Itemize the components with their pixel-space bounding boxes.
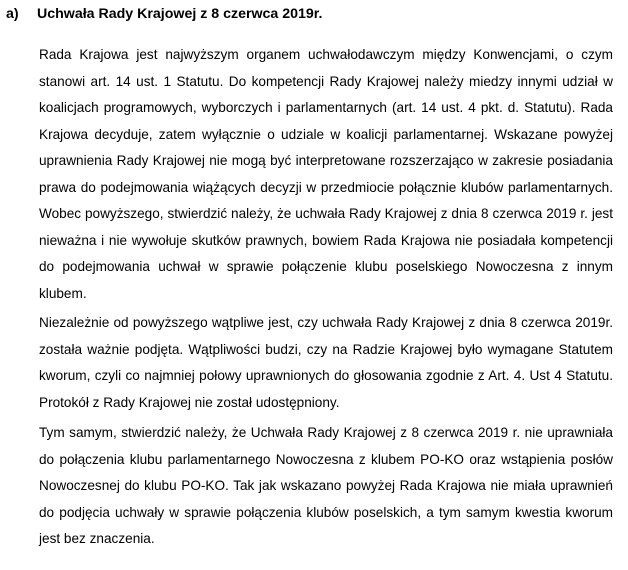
paragraph-conclusion: Tym samym, stwierdzić należy, że Uchwała Rady Krajowej z 8 czerwca 2019 r. nie uprawniała do połączenia klubu parlamentarnego Nowoczesna z klubem PO-KO oraz wstąpienia posłów Nowoczesnej do klubu PO-KO. Tak jak wskazano powyżej Rada Krajowa nie miała uprawnień do podjęcia uchwały w sprawie połączenia klubów poselskich, a tym samym kwestia kworum jest bez znaczenia. — [39, 425, 613, 546]
section-label: a) — [6, 6, 19, 22]
paragraph-quorum-doubt: Niezależnie od powyższego wątpliwe jest, czy uchwała Rady Krajowej z dnia 8 czerwca 2019r. została ważnie podjęta. Wątpliwości budzi, czy na Radzie Krajowej było wymagane Statutem kworum, czyli co najmniej połowy uprawnionych do głosowania zgodnie z Art. 4. Ust 4 Statutu. Protokół z Rady Krajowej nie został udostępniony. — [39, 315, 613, 410]
section-heading — [6, 5, 322, 23]
paragraph-rada-krajowa-competence: Rada Krajowa jest najwyższym organem uchwałodawczym między Konwencjami, o czym stanowi art. 14 ust. 1 Statutu. Do kompetencji Rady Krajowej należy miedzy innymi udział w koalicjach programowych, wyborczych i parlamentarnych (art. 14 ust. 4 pkt. d. Statutu). Rada Krajowa decyduje, zatem wyłącznie o udziale w koalicji parlamentarnej. Wskazane powyżej uprawnienia Rady Krajowej nie mogą być interpretowane rozszerzająco w zakresie posiadania prawa do podejmowania wiążących decyzji w przedmiocie połącznie klubów parlamentarnych. Wobec powyższego, stwierdzić należy, że uchwała Rady Krajowej z dnia 8 czerwca 2019 r. jest nieważna i nie wywołuje skutków prawnych, bowiem Rada Krajowa nie posiadała kompetencji do podejmowania uchwał w sprawie połączenie klubu poselskiego Nowoczesna z innym klubem. — [39, 47, 613, 301]
section-title: Uchwała Rady Krajowej z 8 czerwca 2019r. — [37, 6, 323, 22]
